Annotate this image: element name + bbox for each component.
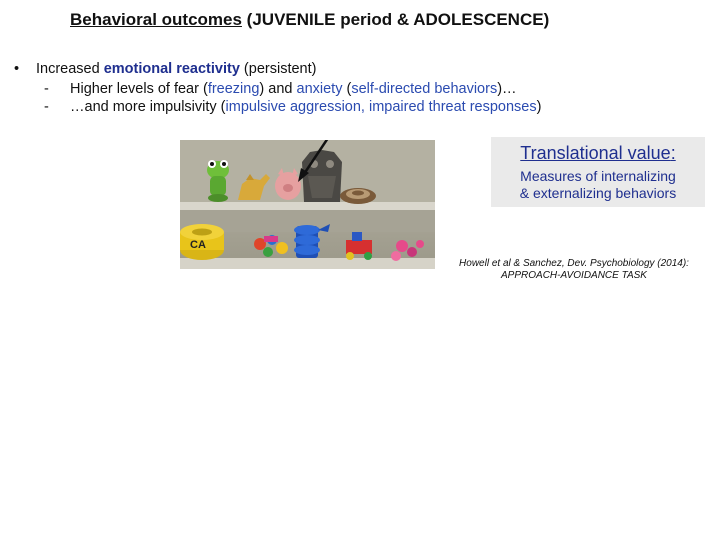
toy-shelf-photo [180, 140, 435, 269]
bead-toy [391, 240, 424, 261]
bullet-suffix: (persistent) [239, 61, 317, 77]
citation [436, 258, 712, 282]
slide-title [70, 10, 549, 30]
main-bullet [14, 59, 316, 79]
sub1-highlight-anxiety: anxiety [296, 81, 343, 97]
translational-value-box [491, 137, 705, 207]
translational-title-colon: : [670, 143, 676, 163]
sub1-text-3: ( [342, 81, 352, 97]
blue-ring-stack-toy [294, 224, 330, 258]
puzzle-toy [254, 235, 288, 257]
title-underlined: Behavioral outcomes [70, 10, 242, 29]
toy-train [346, 232, 372, 260]
sub2-text-2: ) [536, 99, 542, 115]
sub1-text-4: )… [497, 81, 517, 97]
translational-title [491, 143, 705, 164]
sub1-text-1: Higher levels of fear ( [70, 81, 208, 97]
bullet-symbol: • [14, 61, 20, 77]
sub-dash: - [44, 99, 49, 115]
coiled-snake-toy [340, 188, 376, 204]
translational-body [491, 168, 705, 202]
title-rest: (JUVENILE period & ADOLESCENCE) [241, 10, 550, 29]
sub-bullet-impulsivity [44, 97, 541, 117]
sub2-text-1: …and more impulsivity ( [70, 99, 226, 115]
citation-line-2: APPROACH-AVOIDANCE TASK [501, 270, 647, 281]
tape-text: CA [190, 239, 206, 251]
sub2-highlight-aggression: impulsive aggression, impaired threat responses [225, 99, 537, 115]
sub-dash: - [44, 81, 49, 97]
sub1-highlight-freezing: freezing [207, 81, 260, 97]
bullet-prefix: Increased [36, 61, 104, 77]
translational-line-2: & externalizing behaviors [519, 185, 677, 201]
caution-tape-roll [180, 224, 224, 260]
owl-figurine [302, 150, 342, 202]
sub-bullet-fear [44, 79, 517, 99]
translational-title-text: Translational value [520, 143, 671, 163]
sub1-text-2: ) and [259, 81, 297, 97]
citation-line-1: Howell et al & Sanchez, Dev. Psychobiology (2014): [459, 258, 689, 269]
translational-line-1: Measures of internalizing [520, 168, 676, 184]
bullet-emphasis: emotional reactivity [103, 61, 240, 77]
pig-toy [275, 168, 301, 200]
frog-toy [207, 160, 229, 202]
sub1-highlight-self-directed: self-directed behaviors [351, 81, 498, 97]
